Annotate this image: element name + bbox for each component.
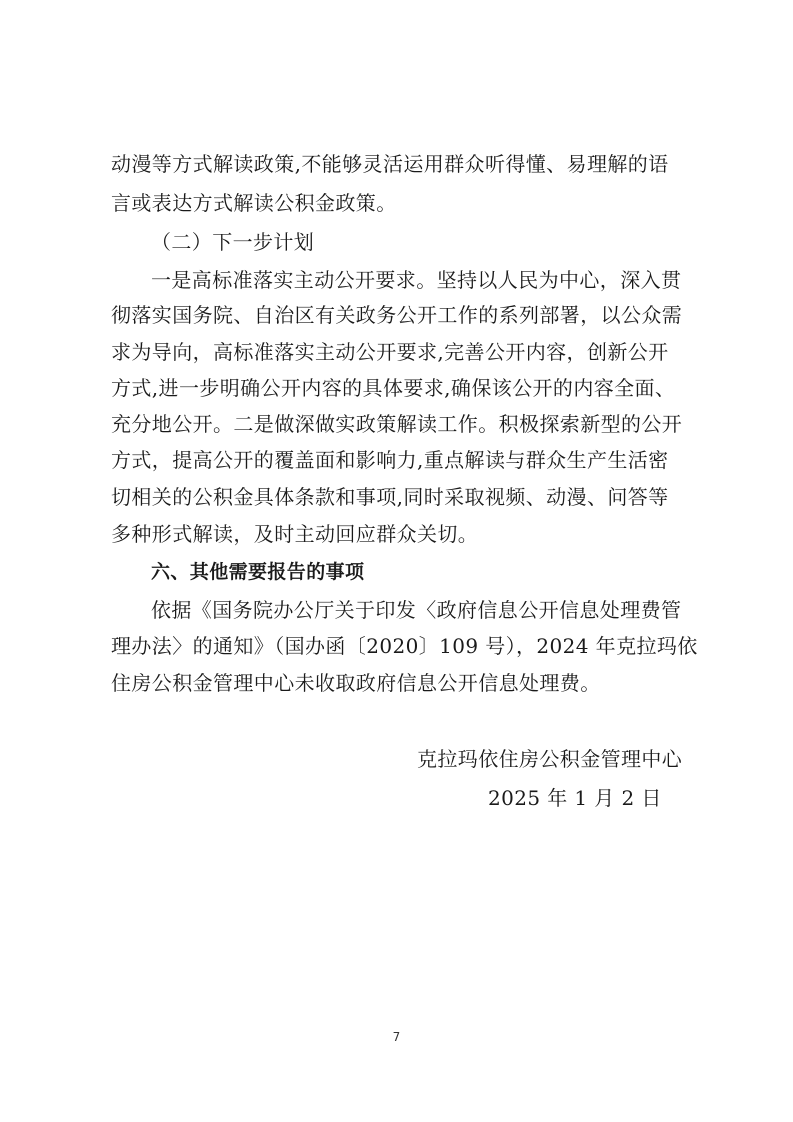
paragraph-line: 住房公积金管理中心未收取政府信息公开信息处理费。 bbox=[111, 671, 601, 695]
section-heading: 六、其他需要报告的事项 bbox=[151, 561, 365, 583]
paragraph-line: 一是高标准落实主动公开要求。坚持以人民为中心，深入贯 bbox=[151, 268, 682, 292]
section-heading: （二）下一步计划 bbox=[151, 230, 315, 254]
paragraph-line: 彻落实国务院、自治区有关政务公开工作的系列部署，以公众需 bbox=[111, 303, 683, 327]
paragraph-line: 言或表达方式解读公积金政策。 bbox=[111, 191, 397, 215]
paragraph-line: 动漫等方式解读政策,不能够灵活运用群众听得懂、易理解的语 bbox=[111, 152, 669, 176]
paragraph-line: 依据《国务院办公厅关于印发〈政府信息公开信息处理费管 bbox=[151, 598, 682, 622]
paragraph-line: 求为导向，高标准落实主动公开要求,完善公开内容，创新公开 bbox=[111, 340, 669, 364]
paragraph-line: 方式,进一步明确公开内容的具体要求,确保该公开的内容全面、 bbox=[111, 376, 676, 400]
page-number: 7 bbox=[392, 1030, 401, 1044]
signature-organization: 克拉玛依住房公积金管理中心 bbox=[417, 747, 683, 771]
paragraph-line: 方式，提高公开的覆盖面和影响力,重点解读与群众生产生活密 bbox=[111, 448, 669, 472]
paragraph-line: 多种形式解读，及时主动回应群众关切。 bbox=[111, 522, 479, 546]
paragraph-line: 切相关的公积金具体条款和事项,同时采取视频、动漫、问答等 bbox=[111, 485, 669, 509]
signature-date: 2025 年 1 月 2 日 bbox=[488, 786, 662, 810]
paragraph-line: 充分地公开。二是做深做实政策解读工作。积极探索新型的公开 bbox=[111, 412, 683, 436]
paragraph-line: 理办法〉的通知》（国办函〔2020〕109 号），2024 年克拉玛依 bbox=[111, 634, 698, 658]
